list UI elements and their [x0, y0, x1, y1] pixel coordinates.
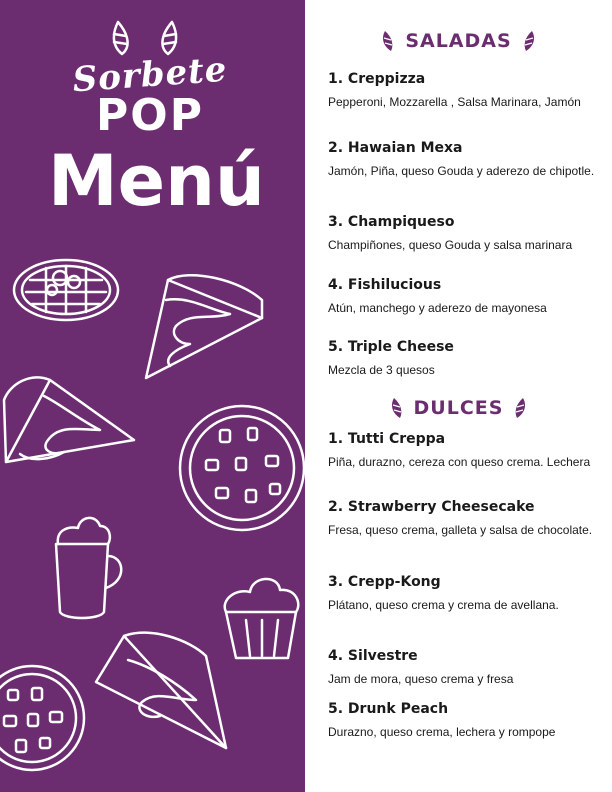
menu-item [328, 338, 608, 379]
menu-item [328, 213, 608, 254]
brand-name: Sorbete [71, 49, 229, 101]
menu-item [328, 430, 608, 471]
menu-title: Menú [48, 140, 265, 222]
item-name: 4. Silvestre [328, 648, 418, 664]
unicorn-horn-icon [390, 397, 404, 419]
left-decor-panel [0, 0, 305, 792]
dulces-header [305, 393, 612, 423]
item-name: 5. Triple Cheese [328, 339, 454, 355]
item-description: Plátano, queso crema y crema de avellana. [328, 598, 559, 612]
latte-cup-icon [56, 518, 121, 618]
pizza-icon [0, 666, 84, 770]
menu-item [328, 276, 608, 317]
item-description: Jamón, Piña, queso Gouda y aderezo de chipotle. [328, 164, 595, 178]
item-name: 2. Strawberry Cheesecake [328, 499, 535, 515]
item-description: Piña, durazno, cereza con queso crema. Lechera [328, 455, 591, 469]
unicorn-horn-icon [114, 22, 128, 54]
menu-item [328, 647, 608, 688]
unicorn-horn-icon [513, 397, 527, 419]
menu-item [328, 700, 608, 741]
pizza-icon [180, 406, 304, 530]
item-name: 3. Champiqueso [328, 214, 455, 230]
item-name: 2. Hawaian Mexa [328, 140, 463, 156]
menu-list-panel [305, 0, 612, 792]
unicorn-horn-icon [522, 30, 536, 52]
brand-pop: POP [96, 90, 204, 141]
item-description: Mezcla de 3 quesos [328, 363, 435, 377]
menu-item [328, 70, 608, 111]
crepe-icon [146, 275, 262, 378]
item-name: 4. Fishilucious [328, 277, 442, 293]
item-description: Champiñones, queso Gouda y salsa marinara [328, 238, 573, 252]
crepe-icon [4, 377, 134, 462]
item-description: Pepperoni, Mozzarella , Salsa Marinara, Jamón [328, 95, 581, 109]
unicorn-horn-icon [162, 22, 176, 54]
unicorn-horn-icon [381, 30, 395, 52]
menu-item [328, 498, 608, 539]
menu-item [328, 139, 608, 180]
crepe-icon [96, 633, 226, 748]
item-description: Atún, manchego y aderezo de mayonesa [328, 301, 547, 315]
saladas-label: SALADAS [405, 30, 512, 52]
waffle-icon [14, 260, 118, 320]
item-description: Fresa, queso crema, galleta y salsa de chocolate. [328, 523, 593, 537]
saladas-header [305, 26, 612, 56]
item-name: 1. Creppizza [328, 71, 426, 87]
item-description: Durazno, queso crema, lechera y rompope [328, 725, 556, 739]
item-name: 5. Drunk Peach [328, 701, 449, 717]
item-description: Jam de mora, queso crema y fresa [328, 672, 514, 686]
dulces-label: DULCES [413, 397, 504, 419]
cupcake-icon [225, 579, 299, 658]
item-name: 1. Tutti Creppa [328, 431, 446, 447]
menu-item [328, 573, 608, 614]
item-name: 3. Crepp-Kong [328, 574, 441, 590]
